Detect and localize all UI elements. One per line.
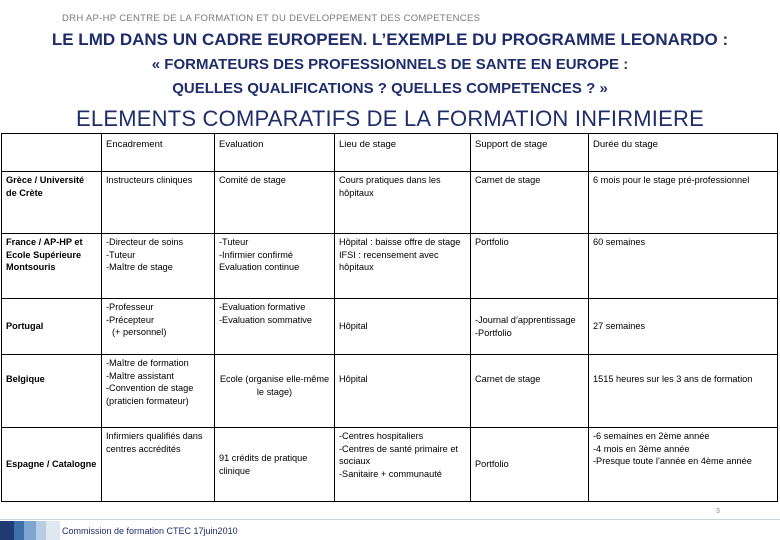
country-cell: Grèce / Université de Crète	[2, 172, 102, 234]
encadrement-cell	[102, 172, 215, 234]
duree-cell	[589, 355, 778, 428]
cell-line: -Infirmier confirmé	[219, 249, 294, 260]
support-cell	[471, 428, 589, 502]
slide-subtitle: ELEMENTS COMPARATIFS DE LA FORMATION INFIRMIERE	[76, 106, 704, 131]
lieu-cell	[335, 428, 471, 502]
column-header: Durée du stage	[589, 134, 778, 172]
header-empty-cell	[2, 134, 102, 172]
evaluation-cell	[215, 428, 335, 502]
footer-color-swatch	[14, 521, 24, 540]
cell-line: -Evaluation sommative	[219, 314, 312, 325]
cell-line: Infirmiers qualifiés dans centres accrédités	[106, 431, 203, 454]
lieu-cell	[335, 234, 471, 299]
cell-line: 1515 heures sur les 3 ans de formation	[593, 374, 753, 384]
cell-line: -Tuteur	[219, 237, 249, 247]
duree-cell	[589, 234, 778, 299]
footer-color-swatch	[36, 521, 46, 540]
cell-line: -6 semaines en 2ème année	[593, 431, 710, 441]
footer-color-swatch	[46, 521, 60, 540]
cell-line: 60 semaines	[593, 237, 646, 247]
cell-line: 6 mois pour le stage pré-professionnel	[593, 175, 750, 185]
footer-color-swatch	[24, 521, 36, 540]
cell-line: 27 semaines	[593, 321, 646, 332]
table-row	[2, 172, 778, 234]
cell-line: (+ personnel)	[112, 327, 167, 337]
cell-line: Portfolio	[475, 459, 509, 470]
support-cell	[471, 234, 589, 299]
cell-line: Portfolio	[475, 237, 509, 247]
slide-title-line-3: QUELLES QUALIFICATIONS ? QUELLES COMPETENCES ? »	[172, 80, 608, 97]
org-header-line: DRH AP-HP CENTRE DE LA FORMATION ET DU DEVELOPPEMENT DES COMPETENCES	[62, 13, 481, 24]
encadrement-cell	[102, 428, 215, 502]
cell-line: -Centres hospitaliers	[339, 431, 424, 441]
evaluation-cell	[215, 172, 335, 234]
cell-line: Hôpital	[339, 374, 368, 384]
cell-line: Comité de stage	[219, 175, 286, 185]
country-cell: Espagne / Catalogne	[2, 428, 102, 502]
cell-line: -Portfolio	[475, 327, 512, 338]
cell-line: -4 mois en 3ème année	[593, 443, 690, 454]
column-header: Lieu de stage	[335, 134, 471, 172]
encadrement-cell	[102, 355, 215, 428]
country-cell: Portugal	[2, 299, 102, 355]
cell-line: -Sanitaire + communauté	[339, 468, 442, 479]
evaluation-cell	[215, 234, 335, 299]
table-row	[2, 355, 778, 428]
encadrement-cell	[102, 299, 215, 355]
cell-line: -Précepteur	[106, 314, 155, 325]
table-row	[2, 234, 778, 299]
support-cell	[471, 172, 589, 234]
cell-line: Carnet de stage	[475, 374, 541, 384]
table-header-row	[2, 134, 778, 172]
footer-divider	[0, 519, 780, 520]
cell-line: 91 crédits de pratique clinique	[219, 453, 308, 476]
page-number: 3	[716, 508, 720, 515]
cell-line: Cours pratiques dans les hôpitaux	[339, 175, 441, 198]
column-header: Evaluation	[215, 134, 335, 172]
footer-text: Commission de formation CTEC 17juin2010	[62, 526, 238, 536]
cell-line: -Maître assistant	[106, 370, 174, 381]
evaluation-cell	[215, 355, 335, 428]
cell-line: Evaluation continue	[219, 262, 300, 272]
footer-color-bar	[0, 521, 60, 540]
cell-line: -Convention de stage (praticien formateur)	[106, 383, 194, 406]
cell-line: -Professeur	[106, 302, 154, 312]
cell-line: Instructeurs cliniques	[106, 175, 193, 185]
cell-line: -Directeur de soins	[106, 237, 184, 247]
table-row	[2, 299, 778, 355]
slide-title-line-1: LE LMD DANS UN CADRE EUROPEEN. L’EXEMPLE DU PROGRAMME LEONARDO :	[51, 30, 729, 49]
cell-line: -Maître de stage	[106, 262, 173, 272]
cell-line: -Maître de formation	[106, 358, 189, 368]
duree-cell	[589, 172, 778, 234]
cell-line: -Centres de santé primaire et sociaux	[339, 443, 458, 466]
cell-line: Ecole (organise elle-même le stage)	[219, 374, 330, 397]
cell-line: Carnet de stage	[475, 175, 541, 185]
duree-cell	[589, 299, 778, 355]
duree-cell	[589, 428, 778, 502]
cell-line: -Presque toute l’année en 4ème année	[593, 456, 752, 466]
lieu-cell	[335, 172, 471, 234]
cell-line: Hôpital : baisse offre de stage	[339, 237, 461, 247]
column-header: Support de stage	[471, 134, 589, 172]
column-header: Encadrement	[102, 134, 215, 172]
lieu-cell	[335, 355, 471, 428]
cell-line: -Journal d’apprentissage	[475, 315, 576, 325]
evaluation-cell	[215, 299, 335, 355]
cell-line: IFSI : recensement avec hôpitaux	[339, 249, 439, 272]
footer-color-swatch	[0, 521, 14, 540]
country-cell: Belgique	[2, 355, 102, 428]
country-cell: France / AP-HP et Ecole Supérieure Montsouris	[2, 234, 102, 299]
lieu-cell	[335, 299, 471, 355]
support-cell	[471, 299, 589, 355]
cell-line: -Tuteur	[106, 249, 136, 260]
comparison-table	[1, 133, 778, 502]
support-cell	[471, 355, 589, 428]
slide-title-line-2: « FORMATEURS DES PROFESSIONNELS DE SANTE EN EUROPE :	[151, 56, 629, 73]
cell-line: Hôpital	[339, 321, 368, 332]
encadrement-cell	[102, 234, 215, 299]
table-row	[2, 428, 778, 502]
cell-line: -Evaluation formative	[219, 302, 306, 312]
